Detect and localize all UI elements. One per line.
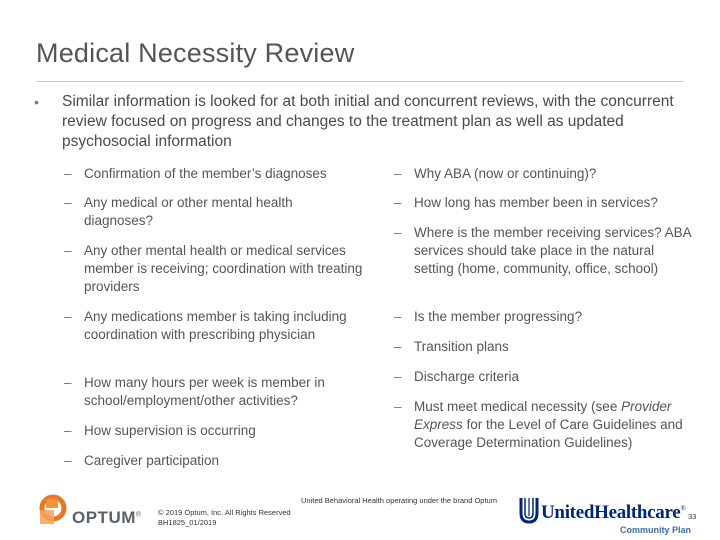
dash-marker: – — [64, 375, 72, 390]
list-item-text: Any medical or other mental health diagnoses? — [84, 195, 293, 228]
list-item-text: Any medications member is taking including coordination with prescribing physician — [84, 309, 347, 342]
dash-marker: – — [394, 166, 402, 181]
list-item-text: Is the member progressing? — [414, 309, 583, 324]
list-item — [394, 224, 694, 278]
dash-marker: – — [64, 195, 72, 210]
provider-express-emphasis: Provider Express — [414, 399, 672, 432]
list-item-text: Transition plans — [414, 339, 509, 354]
list-item — [394, 165, 694, 183]
list-item-text — [394, 398, 694, 452]
bullet-marker: • — [34, 94, 39, 110]
list-item-text: Where is the member receiving services? ABA services should take place in the natural setting (home, community, office, school) — [414, 225, 691, 276]
list-item-text: How many hours per week is member in school/employment/other activities? — [84, 375, 325, 408]
text-segment: for the Level of Care Guidelines and Coverage Determination Guidelines) — [414, 417, 683, 450]
list-item — [64, 452, 364, 470]
dash-marker: – — [64, 309, 72, 324]
list-item — [394, 308, 694, 326]
uhc-wordmark: UnitedHealthcare® — [541, 502, 686, 523]
list-item — [394, 368, 694, 386]
list-item — [64, 194, 364, 230]
list-item-text: Any other mental health or medical services member is receiving; coordination with treating providers — [84, 243, 363, 294]
list-item — [64, 308, 364, 344]
copyright-line: © 2019 Optum, Inc. All Rights Reserved — [158, 508, 291, 517]
dash-marker: – — [64, 243, 72, 258]
text-segment: Must meet medical necessity (see — [414, 399, 622, 414]
list-item-text: How long has member been in services? — [414, 195, 658, 210]
list-item-text: Discharge criteria — [414, 369, 520, 384]
list-item — [64, 242, 364, 296]
dash-marker: – — [64, 166, 72, 181]
dash-marker: – — [394, 225, 402, 240]
footer-note: United Behavioral Health operating under the brand Optum — [301, 496, 497, 505]
page-number: 33 — [688, 512, 697, 521]
optum-wordmark: OPTUM® — [72, 508, 142, 527]
uhc-community-plan: Community Plan — [620, 525, 692, 535]
optum-mark-icon — [40, 497, 64, 524]
dash-marker: – — [394, 309, 402, 324]
dash-marker: – — [64, 423, 72, 438]
list-item — [64, 422, 364, 440]
list-item — [394, 338, 694, 356]
main-bullet-text: Similar information is looked for at both initial and concurrent reviews, with the concurrent review focused on progress and changes to the treatment plan as well as updated psychosocial information — [62, 93, 674, 150]
uhc-u-icon — [518, 496, 540, 524]
dash-marker: – — [394, 195, 402, 210]
list-item — [64, 374, 364, 410]
dash-marker: – — [394, 369, 402, 384]
list-item — [64, 165, 364, 183]
list-item — [394, 194, 694, 212]
dash-marker: – — [394, 339, 402, 354]
list-item-text: Why ABA (now or continuing)? — [414, 166, 597, 181]
list-item — [394, 398, 694, 452]
copyright — [158, 508, 291, 528]
list-item-text: Caregiver participation — [84, 453, 220, 468]
dash-marker: – — [394, 399, 402, 414]
dash-marker: – — [64, 453, 72, 468]
slide-title: Medical Necessity Review — [36, 38, 355, 68]
title-divider — [36, 81, 684, 82]
document-code: BH1825_01/2019 — [158, 518, 217, 527]
list-item-text: How supervision is occurring — [84, 423, 256, 438]
list-item-text: Confirmation of the member’s diagnoses — [84, 166, 327, 181]
